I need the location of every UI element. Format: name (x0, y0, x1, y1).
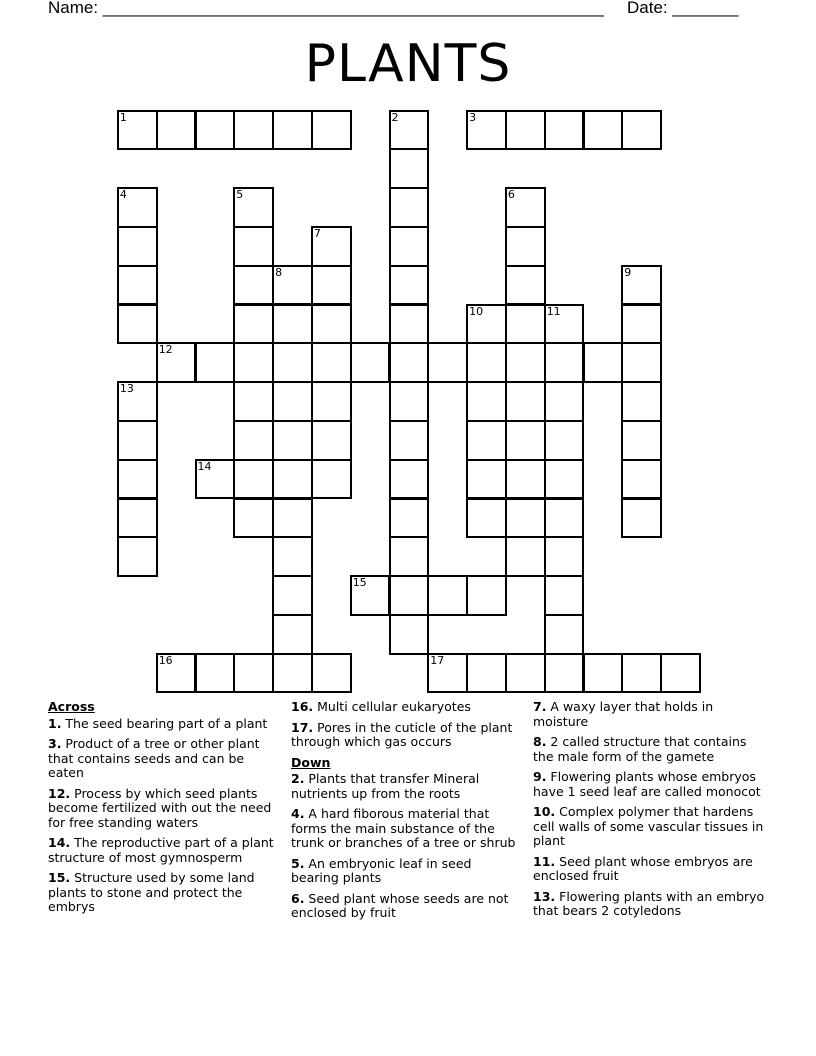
grid-cell[interactable] (272, 498, 313, 539)
clue-item-number: 10. (533, 804, 556, 819)
grid-cell[interactable] (389, 575, 430, 616)
grid-cell[interactable] (389, 342, 430, 383)
grid-cell[interactable] (621, 498, 662, 539)
grid-cell[interactable] (117, 110, 158, 151)
grid-cell[interactable] (272, 304, 313, 345)
clue-item (48, 836, 280, 865)
grid-cell[interactable] (389, 187, 430, 228)
grid-cell[interactable] (621, 304, 662, 345)
clue-number: 16 (158, 653, 173, 667)
grid-cell[interactable] (156, 653, 197, 694)
grid-cell[interactable] (350, 342, 391, 383)
grid-cell[interactable] (233, 187, 274, 228)
clue-number: 5 (236, 188, 244, 202)
grid-cell[interactable] (544, 653, 585, 694)
clue-item-number: 1. (48, 715, 62, 731)
clue-item-text: A hard fiborous material that forms the main substance of the trunk or branches of a tree or shrub (291, 806, 516, 850)
grid-cell[interactable] (389, 381, 430, 422)
grid-cell[interactable] (544, 110, 585, 151)
grid-cell[interactable] (156, 342, 197, 383)
grid-cell[interactable] (233, 420, 274, 461)
grid-cell[interactable] (466, 342, 507, 383)
grid-cell[interactable] (311, 420, 352, 461)
grid-cell[interactable] (233, 498, 274, 539)
grid-cell[interactable] (389, 304, 430, 345)
grid-cell[interactable] (505, 498, 546, 539)
grid-cell[interactable] (544, 614, 585, 655)
clue-number: 8 (275, 265, 283, 279)
grid-cell[interactable] (389, 498, 430, 539)
grid-cell[interactable] (350, 575, 391, 616)
grid-cell[interactable] (233, 226, 274, 267)
clue-item-number: 14. (48, 835, 71, 850)
clue-item (291, 892, 523, 921)
grid-cell[interactable] (505, 187, 546, 228)
clue-item (533, 855, 765, 884)
clue-item-text: Flowering plants with an embryo that bears 2 cotyledons (533, 888, 765, 918)
grid-cell[interactable] (195, 653, 236, 694)
clue-item-number: 12. (48, 785, 71, 801)
grid-cell[interactable] (466, 304, 507, 345)
grid-cell[interactable] (621, 653, 662, 694)
clue-number: 12 (158, 343, 173, 357)
clue-item-text: An embryonic leaf in seed bearing plants (291, 855, 472, 885)
clue-number: 10 (469, 304, 484, 318)
grid-cell[interactable] (117, 265, 158, 306)
grid-cell[interactable] (505, 342, 546, 383)
grid-cell[interactable] (389, 536, 430, 577)
grid-cell[interactable] (233, 342, 274, 383)
clue-item (291, 772, 523, 801)
clue-item-number: 9. (533, 769, 547, 784)
clue-item-text: The reproductive part of a plant structure of most gymnosperm (48, 835, 274, 865)
clue-item-number: 17. (291, 719, 314, 735)
clue-item-number: 8. (533, 734, 547, 749)
clue-item (48, 787, 280, 831)
grid-cell[interactable] (272, 575, 313, 616)
grid-cell[interactable] (621, 459, 662, 500)
grid-cell[interactable] (156, 110, 197, 151)
clue-item-text: Pores in the cuticle of the plant through which gas occurs (291, 719, 513, 749)
clue-item-text: 2 called structure that contains the male form of the gamete (533, 734, 747, 764)
clue-item (291, 700, 523, 715)
clue-item-text: Seed plant whose embryos are enclosed fruit (533, 853, 753, 883)
clue-number: 6 (507, 188, 515, 202)
grid-cell[interactable] (272, 265, 313, 306)
down-heading: Down (291, 754, 331, 770)
grid-cell[interactable] (311, 653, 352, 694)
grid-cell[interactable] (272, 381, 313, 422)
grid-cell[interactable] (311, 459, 352, 500)
grid-cell[interactable] (505, 110, 546, 151)
clue-number: 14 (197, 459, 212, 473)
clue-item-text: Structure used by some land plants to stone and protect the embrys (48, 870, 255, 914)
clue-item (48, 717, 280, 732)
clue-item-number: 2. (291, 771, 305, 786)
grid-cell[interactable] (544, 536, 585, 577)
across-heading: Across (48, 699, 95, 714)
grid-cell[interactable] (272, 420, 313, 461)
clue-number: 7 (313, 226, 321, 240)
grid-cell[interactable] (117, 459, 158, 500)
grid-cell[interactable] (311, 304, 352, 345)
clue-number: 3 (469, 110, 477, 124)
grid-cell[interactable] (233, 653, 274, 694)
clue-number: 15 (352, 576, 367, 590)
grid-cell[interactable] (117, 381, 158, 422)
grid-cell[interactable] (117, 498, 158, 539)
grid-cell[interactable] (233, 110, 274, 151)
grid-cell[interactable] (117, 187, 158, 228)
grid-cell[interactable] (233, 381, 274, 422)
page-title: PLANTS (304, 34, 512, 94)
grid-cell[interactable] (195, 459, 236, 500)
grid-cell[interactable] (272, 614, 313, 655)
clue-item-number: 6. (291, 890, 305, 906)
grid-cell[interactable] (544, 498, 585, 539)
grid-cell[interactable] (311, 381, 352, 422)
grid-cell[interactable] (427, 653, 468, 694)
grid-cell[interactable] (117, 226, 158, 267)
grid-cell[interactable] (389, 148, 430, 189)
clue-item-text: The seed bearing part of a plant (61, 715, 268, 731)
grid-cell[interactable] (466, 110, 507, 151)
grid-cell[interactable] (311, 226, 352, 267)
clue-item-number: 11. (533, 853, 556, 869)
grid-cell[interactable] (117, 420, 158, 461)
grid-cell[interactable] (233, 459, 274, 500)
clue-item (48, 871, 280, 915)
clue-item-number: 15. (48, 870, 71, 885)
across-clue-list-continued (291, 700, 523, 750)
grid-cell[interactable] (583, 110, 624, 151)
grid-cell[interactable] (311, 265, 352, 306)
grid-cell[interactable] (505, 653, 546, 694)
grid-cell[interactable] (583, 342, 624, 383)
grid-cell[interactable] (505, 420, 546, 461)
grid-cell[interactable] (427, 342, 468, 383)
grid-cell[interactable] (195, 110, 236, 151)
clue-item-number: 13. (533, 888, 556, 904)
grid-cell[interactable] (466, 459, 507, 500)
grid-cell[interactable] (117, 536, 158, 577)
grid-cell[interactable] (389, 420, 430, 461)
clue-column-1 (48, 700, 280, 921)
grid-cell[interactable] (621, 110, 662, 151)
grid-cell[interactable] (505, 536, 546, 577)
grid-cell[interactable] (621, 381, 662, 422)
clue-item (533, 735, 765, 764)
grid-cell[interactable] (544, 459, 585, 500)
clue-item (533, 700, 765, 729)
grid-cell[interactable] (117, 304, 158, 345)
clue-number: 4 (119, 188, 127, 202)
clue-number: 11 (546, 304, 561, 318)
clue-item-text: Multi cellular eukaryotes (313, 699, 471, 714)
grid-cell[interactable] (544, 342, 585, 383)
down-clue-list (291, 772, 523, 921)
grid-cell[interactable] (466, 420, 507, 461)
clue-item (291, 857, 523, 886)
clue-item-text: Complex polymer that hardens cell walls of some vascular tissues in plant (533, 804, 764, 848)
clue-number: 2 (391, 110, 399, 124)
clue-column-3 (533, 700, 765, 925)
clue-number: 9 (624, 265, 632, 279)
clue-item-number: 16. (291, 699, 314, 714)
grid-cell[interactable] (505, 265, 546, 306)
clue-item-number: 7. (533, 699, 547, 714)
grid-cell[interactable] (544, 304, 585, 345)
grid-cell[interactable] (233, 265, 274, 306)
grid-cell[interactable] (311, 110, 352, 151)
grid-cell[interactable] (195, 342, 236, 383)
clue-column-2 (291, 700, 523, 927)
grid-cell[interactable] (427, 575, 468, 616)
grid-cell[interactable] (505, 226, 546, 267)
clue-item-text: Product of a tree or other plant that contains seeds and can be eaten (48, 736, 260, 780)
clue-item-number: 3. (48, 736, 62, 751)
grid-cell[interactable] (621, 265, 662, 306)
grid-cell[interactable] (544, 420, 585, 461)
clue-item (48, 737, 280, 781)
clue-item (533, 805, 765, 849)
grid-cell[interactable] (272, 110, 313, 151)
down-clue-list-continued (533, 700, 765, 919)
grid-cell[interactable] (233, 304, 274, 345)
grid-cell[interactable] (466, 653, 507, 694)
grid-cell[interactable] (466, 498, 507, 539)
clue-item-text: Seed plant whose seeds are not enclosed by fruit (291, 890, 509, 920)
grid-cell[interactable] (272, 653, 313, 694)
clue-item-number: 4. (291, 806, 305, 821)
clue-item-text: Plants that transfer Mineral nutrients up from the roots (291, 771, 480, 801)
grid-cell[interactable] (505, 459, 546, 500)
grid-cell[interactable] (389, 110, 430, 151)
grid-cell[interactable] (311, 342, 352, 383)
grid-cell[interactable] (389, 265, 430, 306)
clue-number: 13 (119, 382, 134, 396)
grid-cell[interactable] (272, 536, 313, 577)
clue-item-text: A waxy layer that holds in moisture (533, 699, 714, 729)
grid-cell[interactable] (505, 381, 546, 422)
clue-item-text: Flowering plants whose embryos have 1 seed leaf are called monocot (533, 769, 761, 799)
clue-item (291, 807, 523, 851)
grid-cell[interactable] (544, 575, 585, 616)
grid-cell[interactable] (583, 653, 624, 694)
grid-cell[interactable] (272, 342, 313, 383)
grid-cell[interactable] (505, 304, 546, 345)
clue-item-number: 5. (291, 855, 305, 871)
grid-cell[interactable] (389, 459, 430, 500)
grid-cell[interactable] (389, 226, 430, 267)
grid-cell[interactable] (272, 459, 313, 500)
clue-item (291, 721, 523, 750)
clue-item (533, 890, 765, 919)
clue-number: 17 (430, 653, 445, 667)
grid-cell[interactable] (466, 575, 507, 616)
grid-cell[interactable] (621, 420, 662, 461)
grid-cell[interactable] (660, 653, 701, 694)
grid-cell[interactable] (466, 381, 507, 422)
grid-cell[interactable] (389, 614, 430, 655)
grid-cell[interactable] (621, 342, 662, 383)
clue-number: 1 (119, 110, 127, 124)
clue-item (533, 770, 765, 799)
grid-cell[interactable] (544, 381, 585, 422)
name-field-label: Name: _____________________________________________________ (48, 0, 604, 17)
date-field-label: Date: _______ (627, 0, 739, 17)
across-clue-list (48, 717, 280, 915)
clue-item-text: Process by which seed plants become fertilized with out the need for free standing waters (48, 785, 272, 830)
